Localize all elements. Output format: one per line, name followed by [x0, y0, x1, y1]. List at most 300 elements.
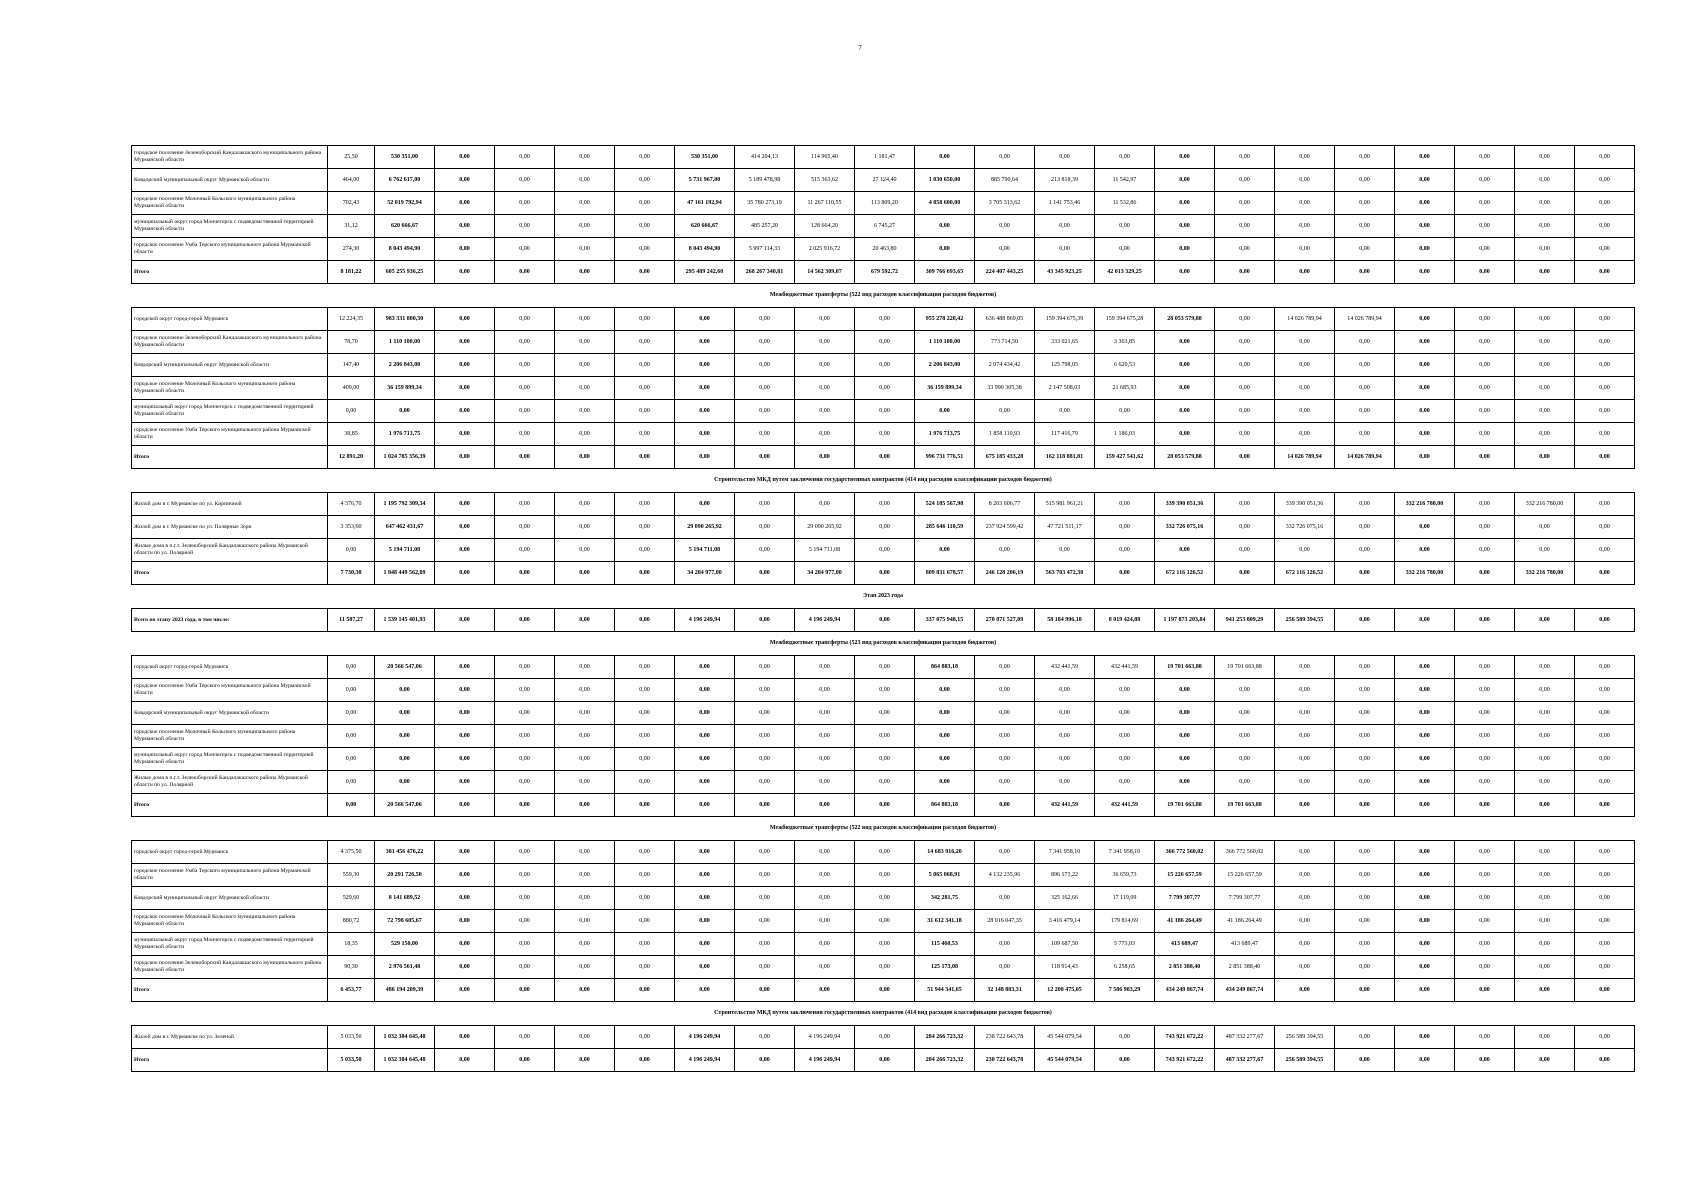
value-cell: 0,00 — [975, 956, 1035, 979]
value-cell: 14 026 789,94 — [1275, 308, 1335, 331]
value-cell: 0,00 — [435, 1049, 495, 1072]
value-cell: 0,00 — [615, 146, 675, 169]
total-row — [132, 562, 1635, 585]
value-cell: 0,00 — [1395, 748, 1455, 771]
value-cell: 14 026 789,94 — [1275, 446, 1335, 469]
value-cell: 0,00 — [1395, 192, 1455, 215]
value-cell: 0,00 — [975, 238, 1035, 261]
row-name-cell: Жилые дома в п.г.т. Зеленоборский Кандалакшского района Мурманской области по ул. Полярной — [132, 539, 328, 562]
value-cell: 0,00 — [495, 146, 555, 169]
value-cell: 1 848 449 562,09 — [375, 562, 435, 585]
value-cell: 0,00 — [1575, 725, 1635, 748]
value-cell: 0,00 — [375, 748, 435, 771]
value-cell: 0,00 — [735, 446, 795, 469]
table-row — [132, 215, 1635, 238]
value-cell: 0,00 — [855, 794, 915, 817]
value-cell: 0,00 — [735, 423, 795, 446]
value-cell: 284 266 723,32 — [915, 1026, 975, 1049]
table-row — [132, 679, 1635, 702]
value-cell: 0,00 — [1095, 516, 1155, 539]
value-cell: 0,00 — [1395, 841, 1455, 864]
value-cell: 0,00 — [1455, 748, 1515, 771]
value-cell: 0,00 — [615, 956, 675, 979]
total-row — [132, 446, 1635, 469]
value-cell: 0,00 — [735, 794, 795, 817]
value-cell: 3 353,60 — [328, 516, 375, 539]
value-cell: 0,00 — [1095, 702, 1155, 725]
value-cell: 0,00 — [795, 493, 855, 516]
value-cell: 14 026 789,94 — [1335, 446, 1395, 469]
value-cell: 14 562 309,07 — [795, 261, 855, 284]
value-cell: 0,00 — [495, 656, 555, 679]
value-cell: 0,00 — [1275, 887, 1335, 910]
value-cell: 11 267 110,55 — [795, 192, 855, 215]
value-cell: 0,00 — [1455, 354, 1515, 377]
value-cell: 0,00 — [1335, 400, 1395, 423]
value-cell: 0,00 — [1155, 331, 1215, 354]
value-cell: 672 116 126,52 — [1155, 562, 1215, 585]
value-cell: 114 965,40 — [795, 146, 855, 169]
value-cell: 0,00 — [1515, 725, 1575, 748]
value-cell: 0,00 — [1035, 748, 1095, 771]
value-cell: 0,00 — [555, 446, 615, 469]
value-cell: 0,00 — [1395, 956, 1455, 979]
value-cell: 0,00 — [615, 562, 675, 585]
value-cell: 0,00 — [1455, 146, 1515, 169]
value-cell: 0,00 — [435, 146, 495, 169]
value-cell: 0,00 — [675, 725, 735, 748]
value-cell: 0,00 — [615, 331, 675, 354]
value-cell: 679 592,72 — [855, 261, 915, 284]
value-cell: 0,00 — [1395, 261, 1455, 284]
value-cell: 0,00 — [675, 331, 735, 354]
value-cell: 0,00 — [735, 864, 795, 887]
value-cell: 7 341 958,10 — [1095, 841, 1155, 864]
value-cell: 0,00 — [795, 794, 855, 817]
value-cell: 432 441,59 — [1035, 794, 1095, 817]
value-cell: 246 128 206,19 — [975, 562, 1035, 585]
table-row — [132, 331, 1635, 354]
value-cell: 0,00 — [795, 725, 855, 748]
value-cell: 1 539 145 401,93 — [375, 609, 435, 632]
value-cell: 0,00 — [735, 933, 795, 956]
value-cell: 1 858 110,93 — [975, 423, 1035, 446]
value-cell: 0,00 — [1455, 887, 1515, 910]
value-cell: 14 026 789,94 — [1335, 308, 1395, 331]
value-cell: 0,00 — [435, 794, 495, 817]
value-cell: 0,00 — [495, 1049, 555, 1072]
value-cell: 0,00 — [1335, 841, 1395, 864]
table-row — [132, 354, 1635, 377]
value-cell: 0,00 — [555, 702, 615, 725]
row-name-cell: городское поселение Зеленоборский Кандалакшского муниципального района Мурманской области — [132, 146, 328, 169]
value-cell: 0,00 — [1455, 725, 1515, 748]
value-cell: 332 216 780,00 — [1515, 493, 1575, 516]
value-cell: 0,00 — [975, 887, 1035, 910]
value-cell: 45 544 079,54 — [1035, 1026, 1095, 1049]
value-cell: 78,70 — [328, 331, 375, 354]
value-cell: 0,00 — [1275, 933, 1335, 956]
value-cell: 0,00 — [1275, 979, 1335, 1002]
value-cell: 0,00 — [435, 609, 495, 632]
value-cell: 58 184 996,18 — [1035, 609, 1095, 632]
value-cell: 0,00 — [675, 956, 735, 979]
table-row — [132, 238, 1635, 261]
value-cell: 0,00 — [855, 493, 915, 516]
value-cell: 0,00 — [675, 841, 735, 864]
value-cell: 0,00 — [1095, 748, 1155, 771]
value-cell: 0,00 — [1035, 238, 1095, 261]
value-cell: 0,00 — [675, 887, 735, 910]
value-cell: 0,00 — [735, 910, 795, 933]
value-cell: 0,00 — [1515, 516, 1575, 539]
value-cell: 0,00 — [555, 400, 615, 423]
value-cell: 0,00 — [1275, 539, 1335, 562]
value-cell: 432 441,59 — [1095, 656, 1155, 679]
value-cell: 0,00 — [735, 308, 795, 331]
value-cell: 0,00 — [495, 609, 555, 632]
value-cell: 0,00 — [375, 702, 435, 725]
value-cell: 0,00 — [855, 956, 915, 979]
value-cell: 0,00 — [735, 679, 795, 702]
value-cell: 0,00 — [615, 354, 675, 377]
value-cell: 0,00 — [495, 169, 555, 192]
value-cell: 8 019 424,88 — [1095, 609, 1155, 632]
value-cell: 0,00 — [1155, 261, 1215, 284]
value-cell: 0,00 — [1575, 609, 1635, 632]
value-cell: 0,00 — [915, 539, 975, 562]
value-cell: 743 921 672,22 — [1155, 1049, 1215, 1072]
value-cell: 11 587,27 — [328, 609, 375, 632]
value-cell: 0,00 — [675, 979, 735, 1002]
value-cell: 0,00 — [1575, 377, 1635, 400]
value-cell: 0,00 — [1455, 656, 1515, 679]
value-cell: 0,00 — [735, 979, 795, 1002]
value-cell: 0,00 — [675, 400, 735, 423]
value-cell: 413 689,47 — [1155, 933, 1215, 956]
value-cell: 0,00 — [1275, 841, 1335, 864]
value-cell: 0,00 — [1215, 539, 1275, 562]
value-cell: 0,00 — [1515, 446, 1575, 469]
value-cell: 268 267 340,81 — [735, 261, 795, 284]
row-name-cell: Итого — [132, 562, 328, 585]
value-cell: 0,00 — [675, 794, 735, 817]
value-cell: 2 976 561,48 — [375, 956, 435, 979]
value-cell: 0,00 — [1035, 771, 1095, 794]
value-cell: 179 814,69 — [1095, 910, 1155, 933]
value-cell: 0,00 — [1395, 146, 1455, 169]
value-cell: 0,00 — [1275, 400, 1335, 423]
value-cell: 0,00 — [1335, 215, 1395, 238]
value-cell: 0,00 — [1515, 910, 1575, 933]
value-cell: 0,00 — [1575, 748, 1635, 771]
value-cell: 0,00 — [615, 748, 675, 771]
value-cell: 0,00 — [1575, 702, 1635, 725]
table-row — [132, 748, 1635, 771]
value-cell: 743 921 672,22 — [1155, 1026, 1215, 1049]
value-cell: 0,00 — [1215, 562, 1275, 585]
value-cell: 0,00 — [555, 748, 615, 771]
value-cell: 0,00 — [495, 331, 555, 354]
value-cell: 5 194 711,08 — [675, 539, 735, 562]
value-cell: 0,00 — [1575, 215, 1635, 238]
value-cell: 0,00 — [1395, 771, 1455, 794]
value-cell: 0,00 — [855, 354, 915, 377]
value-cell: 0,00 — [495, 562, 555, 585]
value-cell: 20 566 547,06 — [375, 656, 435, 679]
table-row — [132, 493, 1635, 516]
table-body — [132, 146, 1635, 1072]
value-cell: 0,00 — [1575, 979, 1635, 1002]
value-cell: 0,00 — [675, 933, 735, 956]
value-cell: 620 666,67 — [375, 215, 435, 238]
value-cell: 0,00 — [1215, 771, 1275, 794]
value-cell: 0,00 — [795, 331, 855, 354]
row-name-cell: муниципальный округ город Мончегорск с подведомственной территорией Мурманской области — [132, 933, 328, 956]
value-cell: 0,00 — [1575, 679, 1635, 702]
row-name-cell: Итого — [132, 446, 328, 469]
value-cell: 21 685,93 — [1095, 377, 1155, 400]
table-row — [132, 539, 1635, 562]
value-cell: 0,00 — [435, 192, 495, 215]
value-cell: 0,00 — [795, 771, 855, 794]
value-cell: 0,00 — [495, 400, 555, 423]
value-cell: 0,00 — [735, 771, 795, 794]
value-cell: 0,00 — [495, 308, 555, 331]
value-cell: 0,00 — [1515, 841, 1575, 864]
value-cell: 0,00 — [1275, 261, 1335, 284]
value-cell: 0,00 — [1095, 562, 1155, 585]
value-cell: 162 118 881,81 — [1035, 446, 1095, 469]
value-cell: 0,00 — [855, 725, 915, 748]
value-cell: 0,00 — [855, 1026, 915, 1049]
value-cell: 0,00 — [328, 725, 375, 748]
value-cell: 0,00 — [435, 562, 495, 585]
value-cell: 0,00 — [375, 725, 435, 748]
value-cell: 0,00 — [495, 748, 555, 771]
value-cell: 0,00 — [1275, 215, 1335, 238]
value-cell: 0,00 — [675, 748, 735, 771]
value-cell: 0,00 — [1515, 979, 1575, 1002]
value-cell: 0,00 — [1275, 146, 1335, 169]
value-cell: 0,00 — [1515, 1049, 1575, 1072]
value-cell: 0,00 — [1215, 446, 1275, 469]
value-cell: 880,72 — [328, 910, 375, 933]
value-cell: 0,00 — [1215, 493, 1275, 516]
value-cell: 28 016 047,35 — [975, 910, 1035, 933]
value-cell: 0,00 — [555, 609, 615, 632]
value-cell: 0,00 — [735, 400, 795, 423]
value-cell: 0,00 — [675, 864, 735, 887]
value-cell: 0,00 — [435, 956, 495, 979]
value-cell: 0,00 — [1515, 794, 1575, 817]
value-cell: 0,00 — [328, 748, 375, 771]
value-cell: 0,00 — [1575, 354, 1635, 377]
row-name-cell: городское поселение Умба Терского муниципального района Мурманской области — [132, 679, 328, 702]
value-cell: 0,00 — [795, 423, 855, 446]
value-cell: 675 185 433,28 — [975, 446, 1035, 469]
value-cell: 0,00 — [435, 841, 495, 864]
value-cell: 0,00 — [1455, 400, 1515, 423]
value-cell: 0,00 — [1035, 400, 1095, 423]
value-cell: 0,00 — [1155, 400, 1215, 423]
section-title: Межбюджетные трансферты (522 вид расходов классификации расходов бюджетов) — [132, 284, 1635, 308]
value-cell: 0,00 — [1335, 910, 1395, 933]
value-cell: 20 566 547,06 — [375, 794, 435, 817]
value-cell: 0,00 — [1335, 562, 1395, 585]
value-cell: 0,00 — [555, 1049, 615, 1072]
value-cell: 0,00 — [1335, 956, 1395, 979]
value-cell: 0,00 — [1215, 215, 1275, 238]
value-cell: 1 110 100,00 — [375, 331, 435, 354]
row-name-cell: городской округ город-герой Мурманск — [132, 841, 328, 864]
value-cell: 0,00 — [975, 794, 1035, 817]
value-cell: 0,00 — [1455, 794, 1515, 817]
value-cell: 0,00 — [975, 771, 1035, 794]
value-cell: 0,00 — [495, 702, 555, 725]
value-cell: 0,00 — [1455, 841, 1515, 864]
value-cell: 0,00 — [1155, 354, 1215, 377]
total-row — [132, 261, 1635, 284]
value-cell: 0,00 — [1215, 308, 1275, 331]
value-cell: 0,00 — [435, 238, 495, 261]
value-cell: 0,00 — [735, 562, 795, 585]
value-cell: 0,00 — [1395, 702, 1455, 725]
value-cell: 0,00 — [1095, 1049, 1155, 1072]
value-cell: 0,00 — [1395, 910, 1455, 933]
table-row — [132, 910, 1635, 933]
row-name-cell: городское поселение Молочный Кольского муниципального района Мурманской области — [132, 910, 328, 933]
value-cell: 0,00 — [615, 400, 675, 423]
value-cell: 332 216 780,00 — [1515, 562, 1575, 585]
value-cell: 0,00 — [1515, 354, 1575, 377]
value-cell: 224 407 443,25 — [975, 261, 1035, 284]
value-cell: 0,00 — [1275, 725, 1335, 748]
value-cell: 0,00 — [615, 910, 675, 933]
value-cell: 381 456 476,22 — [375, 841, 435, 864]
value-cell: 1 032 384 645,48 — [375, 1049, 435, 1072]
value-cell: 8 043 494,90 — [675, 238, 735, 261]
value-cell: 0,00 — [1515, 146, 1575, 169]
value-cell: 0,00 — [675, 771, 735, 794]
value-cell: 47 721 511,17 — [1035, 516, 1095, 539]
value-cell: 0,00 — [1575, 146, 1635, 169]
value-cell: 0,00 — [975, 748, 1035, 771]
value-cell: 0,00 — [735, 887, 795, 910]
value-cell: 12 891,20 — [328, 446, 375, 469]
value-cell: 0,00 — [1515, 238, 1575, 261]
value-cell: 0,00 — [615, 609, 675, 632]
table-row — [132, 956, 1635, 979]
value-cell: 0,00 — [1455, 679, 1515, 702]
value-cell: 0,00 — [1335, 933, 1395, 956]
value-cell: 332 216 780,00 — [1395, 493, 1455, 516]
value-cell: 31 612 341,18 — [915, 910, 975, 933]
value-cell: 2 074 434,42 — [975, 354, 1035, 377]
value-cell: 0,00 — [855, 423, 915, 446]
value-cell: 2 851 388,40 — [1155, 956, 1215, 979]
value-cell: 1 186,03 — [1095, 423, 1155, 446]
row-name-cell: Ковдорский муниципальный округ Мурманской области — [132, 702, 328, 725]
value-cell: 0,00 — [435, 215, 495, 238]
value-cell: 0,00 — [1455, 308, 1515, 331]
value-cell: 1 110 100,00 — [915, 331, 975, 354]
value-cell: 0,00 — [615, 446, 675, 469]
value-cell: 0,00 — [1395, 446, 1455, 469]
value-cell: 0,00 — [1455, 493, 1515, 516]
section-header-row — [132, 1002, 1635, 1026]
value-cell: 0,00 — [1575, 423, 1635, 446]
value-cell: 0,00 — [1395, 516, 1455, 539]
value-cell: 213 818,39 — [1035, 169, 1095, 192]
row-name-cell: городское поселение Умба Терского муниципального района Мурманской области — [132, 864, 328, 887]
value-cell: 0,00 — [1455, 331, 1515, 354]
value-cell: 0,00 — [1275, 794, 1335, 817]
value-cell: 0,00 — [1275, 702, 1335, 725]
value-cell: 0,00 — [495, 1026, 555, 1049]
value-cell: 0,00 — [1395, 609, 1455, 632]
value-cell: 0,00 — [855, 331, 915, 354]
value-cell: 0,00 — [795, 446, 855, 469]
value-cell: 0,00 — [1395, 679, 1455, 702]
value-cell: 0,00 — [1455, 864, 1515, 887]
value-cell: 0,00 — [975, 539, 1035, 562]
value-cell: 0,00 — [915, 748, 975, 771]
value-cell: 0,00 — [675, 493, 735, 516]
value-cell: 0,00 — [328, 702, 375, 725]
value-cell: 339 390 051,36 — [1275, 493, 1335, 516]
value-cell: 0,00 — [1575, 238, 1635, 261]
value-cell: 0,00 — [795, 864, 855, 887]
row-name-cell: Жилой дом в г. Мурманске по ул. Полярные Зори — [132, 516, 328, 539]
value-cell: 19 701 663,88 — [1215, 656, 1275, 679]
value-cell: 2 206 843,00 — [915, 354, 975, 377]
value-cell: 0,00 — [1335, 146, 1395, 169]
value-cell: 0,00 — [555, 956, 615, 979]
value-cell: 0,00 — [975, 656, 1035, 679]
value-cell: 0,00 — [1395, 308, 1455, 331]
value-cell: 0,00 — [855, 841, 915, 864]
value-cell: 0,00 — [495, 539, 555, 562]
value-cell: 0,00 — [555, 423, 615, 446]
value-cell: 0,00 — [1395, 887, 1455, 910]
section-title: Межбюджетные трансферты (522 вид расходов классификации расходов бюджетов) — [132, 817, 1635, 841]
value-cell: 0,00 — [615, 794, 675, 817]
value-cell: 0,00 — [675, 656, 735, 679]
table-row — [132, 933, 1635, 956]
value-cell: 0,00 — [1335, 794, 1395, 817]
value-cell: 0,00 — [1515, 702, 1575, 725]
value-cell: 20 463,80 — [855, 238, 915, 261]
value-cell: 0,00 — [1335, 679, 1395, 702]
value-cell: 0,00 — [555, 331, 615, 354]
row-name-cell: городское поселение Молочный Кольского муниципального района Мурманской области — [132, 377, 328, 400]
value-cell: 0,00 — [1455, 446, 1515, 469]
value-cell: 0,00 — [1395, 1049, 1455, 1072]
value-cell: 0,00 — [1275, 423, 1335, 446]
value-cell: 0,00 — [1395, 656, 1455, 679]
row-name-cell: Жилой дом в г. Мурманске по ул. Зеленой — [132, 1026, 328, 1049]
value-cell: 0,00 — [1575, 1026, 1635, 1049]
value-cell: 285 646 110,59 — [915, 516, 975, 539]
value-cell: 0,00 — [495, 725, 555, 748]
value-cell: 0,00 — [735, 748, 795, 771]
value-cell: 0,00 — [855, 887, 915, 910]
value-cell: 0,00 — [1455, 423, 1515, 446]
value-cell: 0,00 — [1395, 933, 1455, 956]
total-row — [132, 794, 1635, 817]
value-cell: 0,00 — [615, 725, 675, 748]
